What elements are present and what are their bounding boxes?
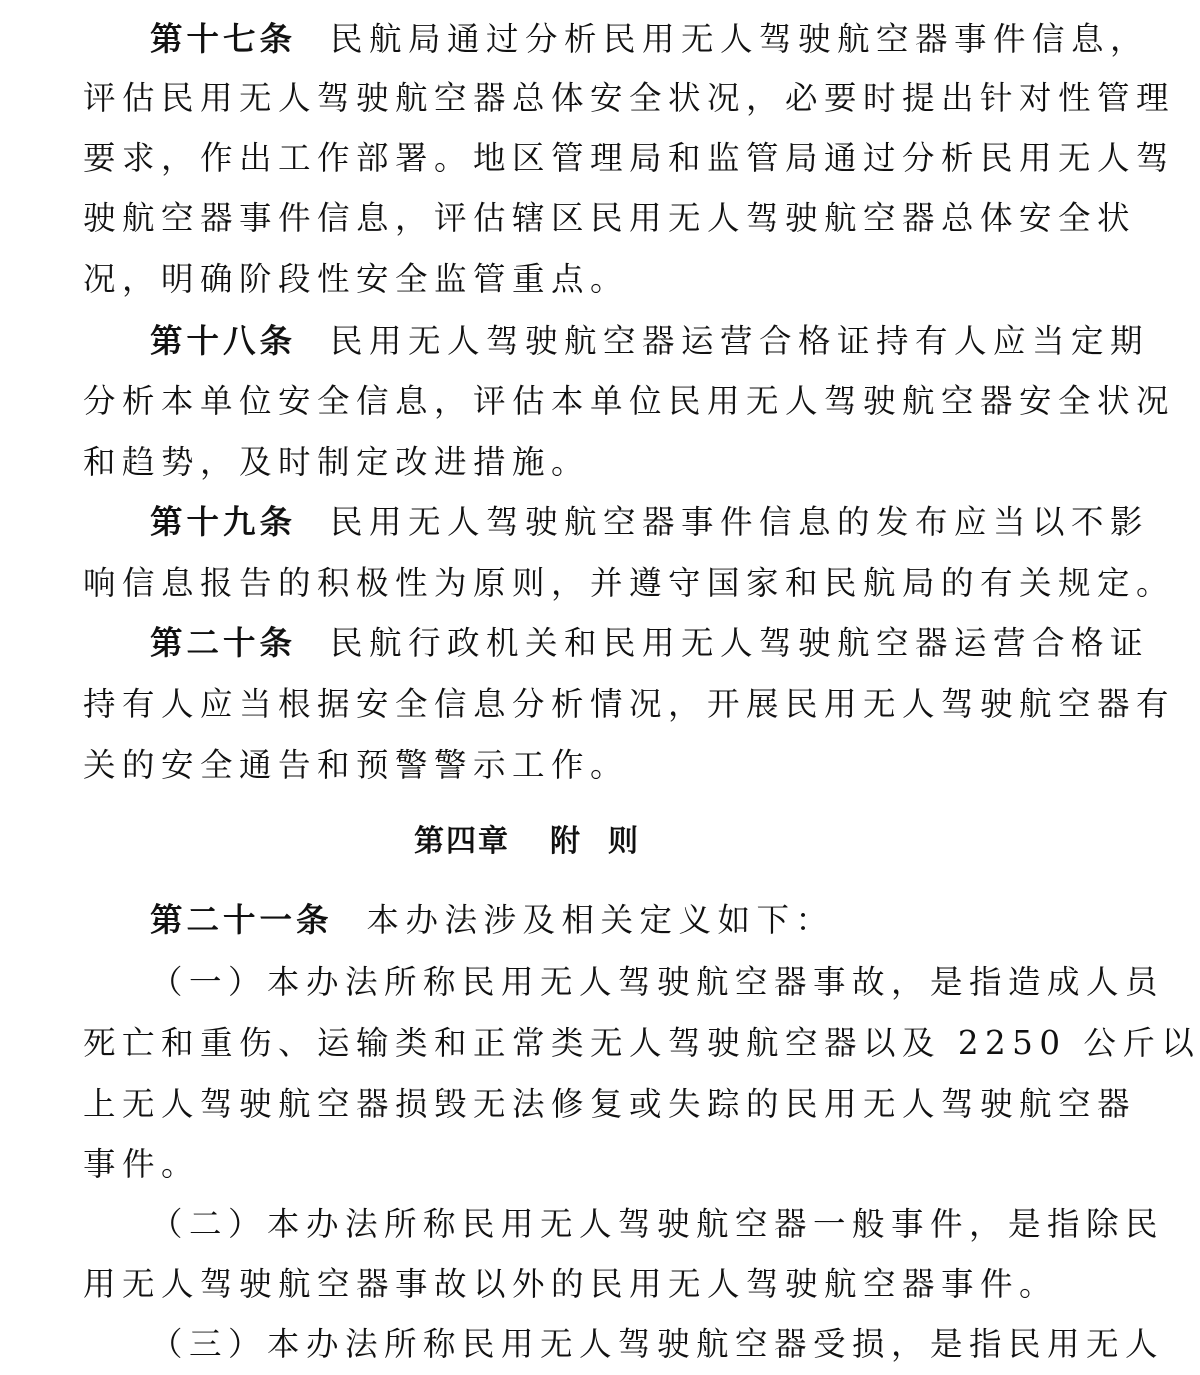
article-18-line-2: 分析本单位安全信息，评估本单位民用无人驾驶航空器安全状况: [83, 382, 1176, 420]
item-1-line-2: 死亡和重伤、运输类和正常类无人驾驶航空器以及 2250 公斤以: [83, 1024, 1200, 1062]
article-18-line-3: 和趋势，及时制定改进措施。: [83, 443, 591, 481]
article-18-label: 第十八条: [150, 322, 297, 360]
article-20-label: 第二十条: [150, 624, 297, 662]
article-17-line-4: 驶航空器事件信息，评估辖区民用无人驾驶航空器总体安全状: [83, 199, 1137, 237]
article-19-line-2: 响信息报告的积极性为原则，并遵守国家和民航局的有关规定。: [83, 564, 1176, 602]
article-17-label: 第十七条: [150, 20, 297, 58]
chapter-number: 第四章: [414, 824, 510, 859]
article-17-text-1: 民航局通过分析民用无人驾驶航空器事件信息，: [330, 20, 1150, 58]
chapter-title: 附则: [550, 824, 666, 859]
article-21-line-1: [150, 889, 1070, 951]
article-17-line-1: [150, 8, 1150, 70]
article-18-line-1: [150, 310, 1150, 372]
item-1-line-3: 上无人驾驶航空器损毁无法修复或失踪的民用无人驾驶航空器: [83, 1085, 1137, 1123]
article-20-line-2: 持有人应当根据安全信息分析情况，开展民用无人驾驶航空器有: [83, 685, 1176, 723]
article-20-line-3: 关的安全通告和预警警示工作。: [83, 746, 630, 784]
article-19-label: 第十九条: [150, 503, 297, 541]
article-17-line-2: 评估民用无人驾驶航空器总体安全状况，必要时提出针对性管理: [83, 79, 1176, 117]
item-2-line-1: （二）本办法所称民用无人驾驶航空器一般事件，是指除民: [150, 1205, 1165, 1243]
article-17-line-5: 况，明确阶段性安全监管重点。: [83, 260, 630, 298]
item-3-line-1: （三）本办法所称民用无人驾驶航空器受损，是指民用无人: [150, 1325, 1165, 1363]
article-18-text-1: 民用无人驾驶航空器运营合格证持有人应当定期: [330, 322, 1150, 360]
article-21-text-1: 本办法涉及相关定义如下：: [366, 901, 835, 939]
item-2-line-2: 用无人驾驶航空器事故以外的民用无人驾驶航空器事件。: [83, 1265, 1059, 1303]
article-19-text-1: 民用无人驾驶航空器事件信息的发布应当以不影: [330, 503, 1150, 541]
item-1-line-1: （一）本办法所称民用无人驾驶航空器事故，是指造成人员: [150, 963, 1165, 1001]
article-20-text-1: 民航行政机关和民用无人驾驶航空器运营合格证: [330, 624, 1150, 662]
article-17-line-3: 要求，作出工作部署。地区管理局和监管局通过分析民用无人驾: [83, 139, 1176, 177]
article-19-line-1: [150, 491, 1150, 553]
item-1-line-4: 事件。: [83, 1145, 201, 1183]
article-21-label: 第二十一条: [150, 901, 333, 939]
article-20-line-1: [150, 612, 1150, 674]
chapter-heading: [0, 811, 1080, 873]
